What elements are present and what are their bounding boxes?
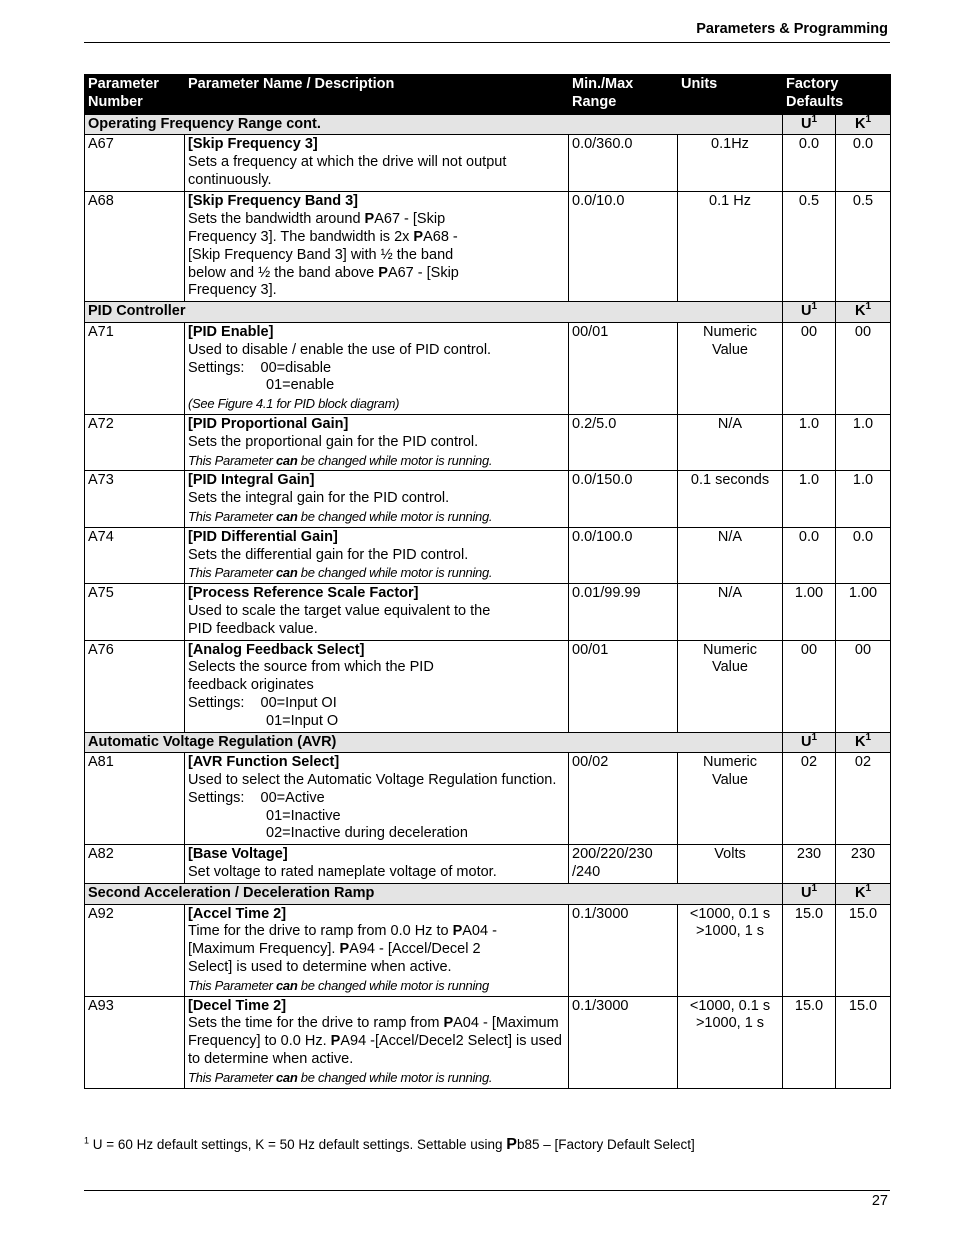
table-row <box>85 192 891 302</box>
table-row <box>85 471 891 527</box>
section-row <box>85 883 891 904</box>
param-range: 0.1/3000 <box>569 996 678 1088</box>
param-units: Numeric Value <box>678 753 783 845</box>
param-range: 0.0/10.0 <box>569 192 678 302</box>
param-units: Numeric Value <box>678 322 783 414</box>
table-row <box>85 527 891 583</box>
default-u: 0.0 <box>783 527 836 583</box>
param-units: 0.1 Hz <box>678 192 783 302</box>
param-number: A75 <box>85 584 185 640</box>
default-k-label: $K^1$ <box>836 302 891 323</box>
footer-rule <box>84 1190 890 1191</box>
default-u-label: $U^1$ <box>783 732 836 753</box>
param-range: 00/02 <box>569 753 678 845</box>
col-header-units: Units <box>678 75 783 115</box>
default-k: 0.0 <box>836 135 891 192</box>
page-number: 27 <box>871 1193 888 1209</box>
table-row <box>85 414 891 470</box>
default-k: 1.0 <box>836 471 891 527</box>
param-description: [Base Voltage] Set voltage to rated nameplate voltage of motor. <box>185 845 569 884</box>
default-k: 0.0 <box>836 527 891 583</box>
table-row <box>85 845 891 884</box>
param-name: [Skip Frequency Band 3] <box>188 193 359 210</box>
param-units: Numeric Value <box>678 640 783 732</box>
param-range: 200/220/230 /240 <box>569 845 678 884</box>
param-units: 0.1 seconds <box>678 471 783 527</box>
default-u: 230 <box>783 845 836 884</box>
param-range: 00/01 <box>569 640 678 732</box>
footnote: $^1$ U = 60 Hz default settings, K = 50 Hz default settings. Settable using Pb85 – [Factory Default Select] <box>84 1135 695 1153</box>
default-k: 230 <box>836 845 891 884</box>
param-units: N/A <box>678 414 783 470</box>
param-number: A72 <box>85 414 185 470</box>
param-range: 0.1/3000 <box>569 904 678 996</box>
param-name: [Decel Time 2] <box>188 997 287 1014</box>
param-range: 0.01/99.99 <box>569 584 678 640</box>
param-number: A67 <box>85 135 185 192</box>
running-note: This Parameter can be changed while motor is running. <box>188 1069 493 1085</box>
param-name: [Base Voltage] <box>188 846 288 863</box>
param-number: A68 <box>85 192 185 302</box>
param-description: [Accel Time 2] Time for the drive to ramp from 0.0 Hz to PA04 - [Maximum Frequency]. PA94 - [Accel/Decel 2 Select] is used to determine when active. This Parameter can be changed while motor is running <box>185 904 569 996</box>
param-note: (See Figure 4.1 for PID block diagram) <box>188 396 400 412</box>
param-description: [AVR Function Select] Used to select the Automatic Voltage Regulation function. Settings: 00=Active 01=Inactive 02=Inactive during deceleration <box>185 753 569 845</box>
param-description: [Skip Frequency 3] Sets a frequency at which the drive will not output continuously. <box>185 135 569 192</box>
default-k-label: $K^1$ <box>836 114 891 135</box>
param-description: [Process Reference Scale Factor] Used to scale the target value equivalent to the PID feedback value. <box>185 584 569 640</box>
param-units: <1000, 0.1 s >1000, 1 s <box>678 996 783 1088</box>
default-u: 00 <box>783 640 836 732</box>
param-description: [Analog Feedback Select] Selects the source from which the PID feedback originates Settings: 00=Input OI 01=Input O <box>185 640 569 732</box>
param-name: [Accel Time 2] <box>188 905 287 922</box>
param-name: [PID Enable] <box>188 323 274 340</box>
default-u-label: $U^1$ <box>783 302 836 323</box>
col-header-number: Parameter Number <box>85 75 185 115</box>
col-header-defaults: Factory Defaults <box>783 75 891 115</box>
section-title: Second Acceleration / Deceleration Ramp <box>85 883 783 904</box>
param-units: 0.1Hz <box>678 135 783 192</box>
default-u: 15.0 <box>783 996 836 1088</box>
running-note: This Parameter can be changed while motor is running. <box>188 508 493 524</box>
default-k: 15.0 <box>836 904 891 996</box>
default-u: 00 <box>783 322 836 414</box>
section-row <box>85 114 891 135</box>
section-row <box>85 302 891 323</box>
default-u: 15.0 <box>783 904 836 996</box>
section-title: Operating Frequency Range cont. <box>85 114 783 135</box>
running-note: This Parameter can be changed while motor is running. <box>188 565 493 581</box>
param-description: [PID Differential Gain] Sets the differential gain for the PID control. This Parameter can be changed while motor is running. <box>185 527 569 583</box>
param-range: 0.0/360.0 <box>569 135 678 192</box>
param-number: A74 <box>85 527 185 583</box>
param-number: A76 <box>85 640 185 732</box>
default-u: 0.0 <box>783 135 836 192</box>
default-k: 00 <box>836 322 891 414</box>
running-note: This Parameter can be changed while motor is running <box>188 977 489 993</box>
param-name: [Analog Feedback Select] <box>188 641 365 658</box>
table-row <box>85 322 891 414</box>
col-header-range: Min./Max Range <box>569 75 678 115</box>
section-title: Automatic Voltage Regulation (AVR) <box>85 732 783 753</box>
param-description: [Skip Frequency Band 3] Sets the bandwidth around PA67 - [Skip Frequency 3]. The bandwidth is 2x PA68 - [Skip Frequency Band 3] with ½ the band below and ½ the band above PA67 - [Skip Frequency 3]. <box>185 192 569 302</box>
table-row <box>85 640 891 732</box>
default-k: 0.5 <box>836 192 891 302</box>
table-row <box>85 135 891 192</box>
table-row <box>85 996 891 1088</box>
default-k-label: $K^1$ <box>836 732 891 753</box>
param-name: [Skip Frequency 3] <box>188 136 318 153</box>
running-note: This Parameter can be changed while motor is running. <box>188 452 493 468</box>
default-u: 02 <box>783 753 836 845</box>
table-row <box>85 904 891 996</box>
param-number: A82 <box>85 845 185 884</box>
param-name: [PID Integral Gain] <box>188 472 315 489</box>
param-name: [PID Proportional Gain] <box>188 415 349 432</box>
parameter-table <box>84 74 891 1089</box>
param-range: 0.2/5.0 <box>569 414 678 470</box>
default-k: 00 <box>836 640 891 732</box>
param-units: Volts <box>678 845 783 884</box>
param-units: <1000, 0.1 s >1000, 1 s <box>678 904 783 996</box>
param-units: N/A <box>678 527 783 583</box>
default-u: 1.0 <box>783 414 836 470</box>
param-number: A73 <box>85 471 185 527</box>
default-k-label: $K^1$ <box>836 883 891 904</box>
col-header-name: Parameter Name / Description <box>185 75 569 115</box>
param-number: A92 <box>85 904 185 996</box>
param-description: [PID Enable] Used to disable / enable the use of PID control. Settings: 00=disable 01=enable (See Figure 4.1 for PID block diagram) <box>185 322 569 414</box>
param-range: 00/01 <box>569 322 678 414</box>
default-u: 1.0 <box>783 471 836 527</box>
table-row <box>85 584 891 640</box>
param-range: 0.0/150.0 <box>569 471 678 527</box>
default-k: 02 <box>836 753 891 845</box>
param-range: 0.0/100.0 <box>569 527 678 583</box>
table-row <box>85 753 891 845</box>
param-units: N/A <box>678 584 783 640</box>
table-header-row <box>85 75 891 115</box>
page-header-title: Parameters & Programming <box>696 21 888 37</box>
param-name: [Process Reference Scale Factor] <box>188 585 419 602</box>
param-description: [Decel Time 2] Sets the time for the drive to ramp from PA04 - [Maximum Frequency] to 0.0 Hz. PA94 -[Accel/Decel2 Select] is used to determine when active. This Parameter can be changed while motor is running. <box>185 996 569 1088</box>
param-name: [AVR Function Select] <box>188 754 340 771</box>
default-u-label: $U^1$ <box>783 114 836 135</box>
param-description: [PID Integral Gain] Sets the integral gain for the PID control. This Parameter can be changed while motor is running. <box>185 471 569 527</box>
param-number: A81 <box>85 753 185 845</box>
section-title: PID Controller <box>85 302 783 323</box>
default-u: 0.5 <box>783 192 836 302</box>
param-description: [PID Proportional Gain] Sets the proportional gain for the PID control. This Parameter can be changed while motor is running. <box>185 414 569 470</box>
default-k: 1.0 <box>836 414 891 470</box>
param-name: [PID Differential Gain] <box>188 528 338 545</box>
default-k: 15.0 <box>836 996 891 1088</box>
default-k: 1.00 <box>836 584 891 640</box>
param-number: A93 <box>85 996 185 1088</box>
header-rule <box>84 42 890 43</box>
default-u: 1.00 <box>783 584 836 640</box>
param-number: A71 <box>85 322 185 414</box>
default-u-label: $U^1$ <box>783 883 836 904</box>
section-row <box>85 732 891 753</box>
